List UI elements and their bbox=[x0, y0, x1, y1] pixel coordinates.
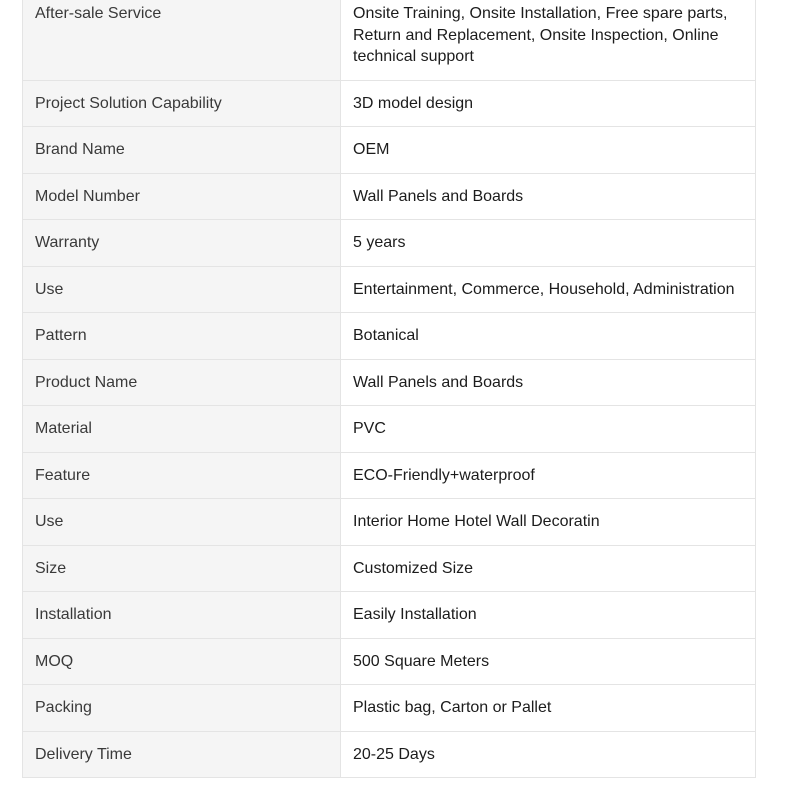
spec-value: Plastic bag, Carton or Pallet bbox=[341, 685, 756, 732]
spec-label: Size bbox=[23, 545, 341, 592]
spec-value: ECO-Friendly+waterproof bbox=[341, 452, 756, 499]
spec-value: PVC bbox=[341, 406, 756, 453]
spec-value: Entertainment, Commerce, Household, Administration bbox=[341, 266, 756, 313]
table-row bbox=[23, 173, 756, 220]
spec-label: Pattern bbox=[23, 313, 341, 360]
spec-table-body bbox=[23, 0, 756, 778]
spec-label: After-sale Service bbox=[23, 0, 341, 80]
spec-value: 500 Square Meters bbox=[341, 638, 756, 685]
spec-value: Botanical bbox=[341, 313, 756, 360]
table-row bbox=[23, 127, 756, 174]
table-row bbox=[23, 0, 756, 80]
spec-value: Interior Home Hotel Wall Decoratin bbox=[341, 499, 756, 546]
spec-value: Easily Installation bbox=[341, 592, 756, 639]
spec-label: Warranty bbox=[23, 220, 341, 267]
table-row bbox=[23, 638, 756, 685]
table-row bbox=[23, 313, 756, 360]
spec-value: 5 years bbox=[341, 220, 756, 267]
spec-value: 3D model design bbox=[341, 80, 756, 127]
spec-label: Material bbox=[23, 406, 341, 453]
table-row bbox=[23, 731, 756, 778]
spec-label: Use bbox=[23, 499, 341, 546]
spec-value: OEM bbox=[341, 127, 756, 174]
table-row bbox=[23, 406, 756, 453]
spec-value: Wall Panels and Boards bbox=[341, 359, 756, 406]
table-row bbox=[23, 499, 756, 546]
spec-table bbox=[22, 0, 756, 778]
spec-value: Customized Size bbox=[341, 545, 756, 592]
spec-value: Onsite Training, Onsite Installation, Free spare parts, Return and Replacement, Onsite Inspection, Online technical support bbox=[341, 0, 756, 80]
table-row bbox=[23, 266, 756, 313]
table-row bbox=[23, 452, 756, 499]
spec-label: Packing bbox=[23, 685, 341, 732]
spec-label: Model Number bbox=[23, 173, 341, 220]
spec-label: Project Solution Capability bbox=[23, 80, 341, 127]
spec-table-container bbox=[22, 0, 756, 778]
spec-value: 20-25 Days bbox=[341, 731, 756, 778]
spec-value: Wall Panels and Boards bbox=[341, 173, 756, 220]
spec-label: Installation bbox=[23, 592, 341, 639]
spec-label: Product Name bbox=[23, 359, 341, 406]
table-row bbox=[23, 685, 756, 732]
spec-label: MOQ bbox=[23, 638, 341, 685]
table-row bbox=[23, 545, 756, 592]
spec-label: Feature bbox=[23, 452, 341, 499]
table-row bbox=[23, 592, 756, 639]
table-row bbox=[23, 220, 756, 267]
table-row bbox=[23, 359, 756, 406]
spec-label: Delivery Time bbox=[23, 731, 341, 778]
spec-label: Use bbox=[23, 266, 341, 313]
table-row bbox=[23, 80, 756, 127]
spec-label: Brand Name bbox=[23, 127, 341, 174]
